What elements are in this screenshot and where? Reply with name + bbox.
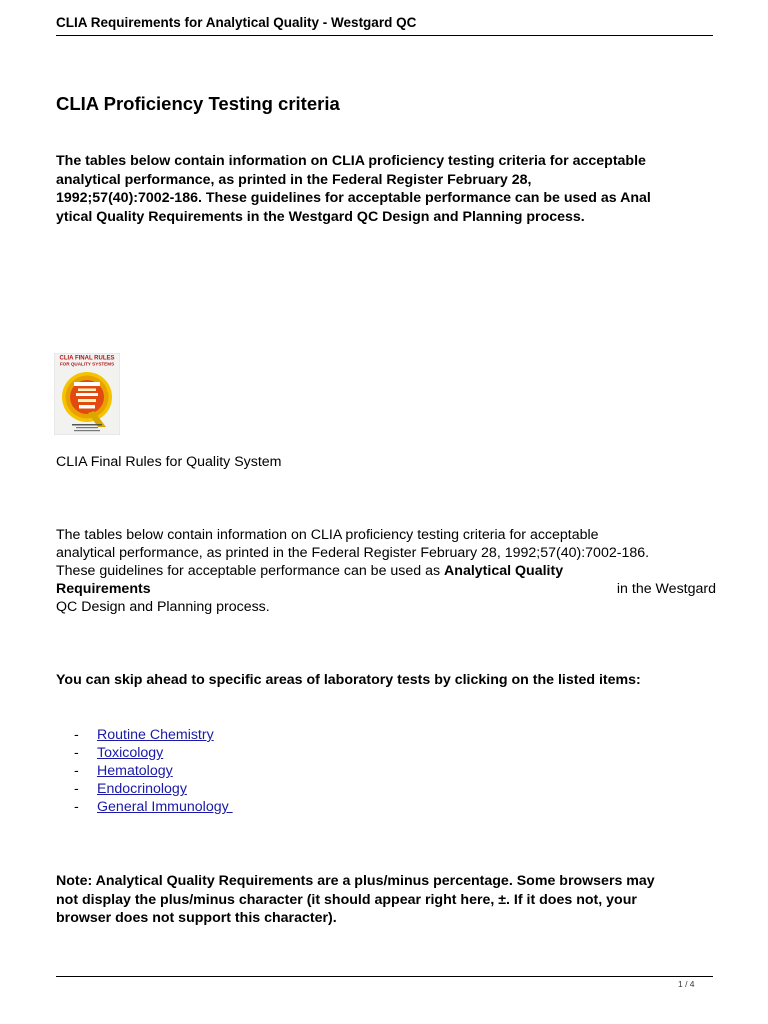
list-item — [74, 798, 233, 816]
list-item — [74, 726, 233, 744]
intro-bold-line: ytical Quality Requirements in the Westgard QC Design and Planning process. — [56, 208, 585, 225]
intro-plain-line — [56, 580, 716, 598]
list-item — [74, 744, 233, 762]
requirements-emphasis: Requirements — [56, 581, 151, 597]
footer-rule — [56, 976, 713, 977]
image-caption: CLIA Final Rules for Quality System — [56, 454, 282, 470]
list-dash: - — [74, 745, 79, 761]
list-dash: - — [74, 781, 79, 797]
cover-title-line2: FOR QUALITY SYSTEMS — [59, 361, 115, 367]
analytical-quality-emphasis: Analytical Quality — [444, 563, 564, 579]
intro-plain-text: These guidelines for acceptable performance can be used as — [56, 563, 445, 579]
link-routine-chemistry[interactable]: Routine Chemistry — [97, 727, 214, 743]
list-item — [74, 780, 233, 798]
list-dash: - — [74, 799, 79, 815]
intro-plain-text: in the Westgard — [616, 581, 716, 597]
note-line: Note: Analytical Quality Requirements are a plus/minus percentage. Some browsers may — [56, 873, 655, 889]
note-line: not display the plus/minus character (it should appear right here, ±. If it does not, your — [56, 891, 637, 908]
intro-bold-paragraph — [56, 152, 721, 226]
intro-bold-line: The tables below contain information on CLIA proficiency testing criteria for acceptable — [56, 153, 646, 169]
intro-plain-line: analytical performance, as printed in the Federal Register February 28, 1992;57(40):7002-186. — [56, 545, 650, 561]
intro-plain-paragraph — [56, 526, 716, 616]
intro-bold-line: 1992;57(40):7002-186. These guidelines for acceptable performance can be used as Anal — [56, 190, 651, 206]
intro-plain-line: QC Design and Planning process. — [56, 599, 270, 615]
link-general-immunology[interactable]: General Immunology — [97, 799, 233, 815]
intro-plain-line: The tables below contain information on CLIA proficiency testing criteria for acceptable — [56, 527, 599, 543]
list-dash: - — [74, 727, 79, 743]
link-endocrinology[interactable]: Endocrinology — [97, 781, 187, 797]
test-area-link-list — [74, 726, 233, 816]
header-rule — [56, 35, 713, 36]
intro-bold-line: analytical performance, as printed in the Federal Register February 28, — [56, 171, 532, 188]
page-title: CLIA Proficiency Testing criteria — [56, 93, 340, 114]
list-item — [74, 762, 233, 780]
running-header: CLIA Requirements for Analytical Quality - Westgard QC — [56, 15, 417, 30]
skip-ahead-instruction: You can skip ahead to specific areas of laboratory tests by clicking on the listed items: — [56, 672, 641, 688]
cover-title-line1: CLIA FINAL RULES — [59, 355, 115, 362]
link-toxicology[interactable]: Toxicology — [97, 745, 164, 761]
book-cover-image — [54, 353, 120, 435]
intro-plain-line — [56, 562, 716, 580]
page-number: 1 / 4 — [678, 979, 695, 989]
note-line: browser does not support this character). — [56, 910, 337, 926]
link-hematology[interactable]: Hematology — [97, 763, 173, 779]
list-dash: - — [74, 763, 79, 779]
browser-note — [56, 872, 726, 928]
